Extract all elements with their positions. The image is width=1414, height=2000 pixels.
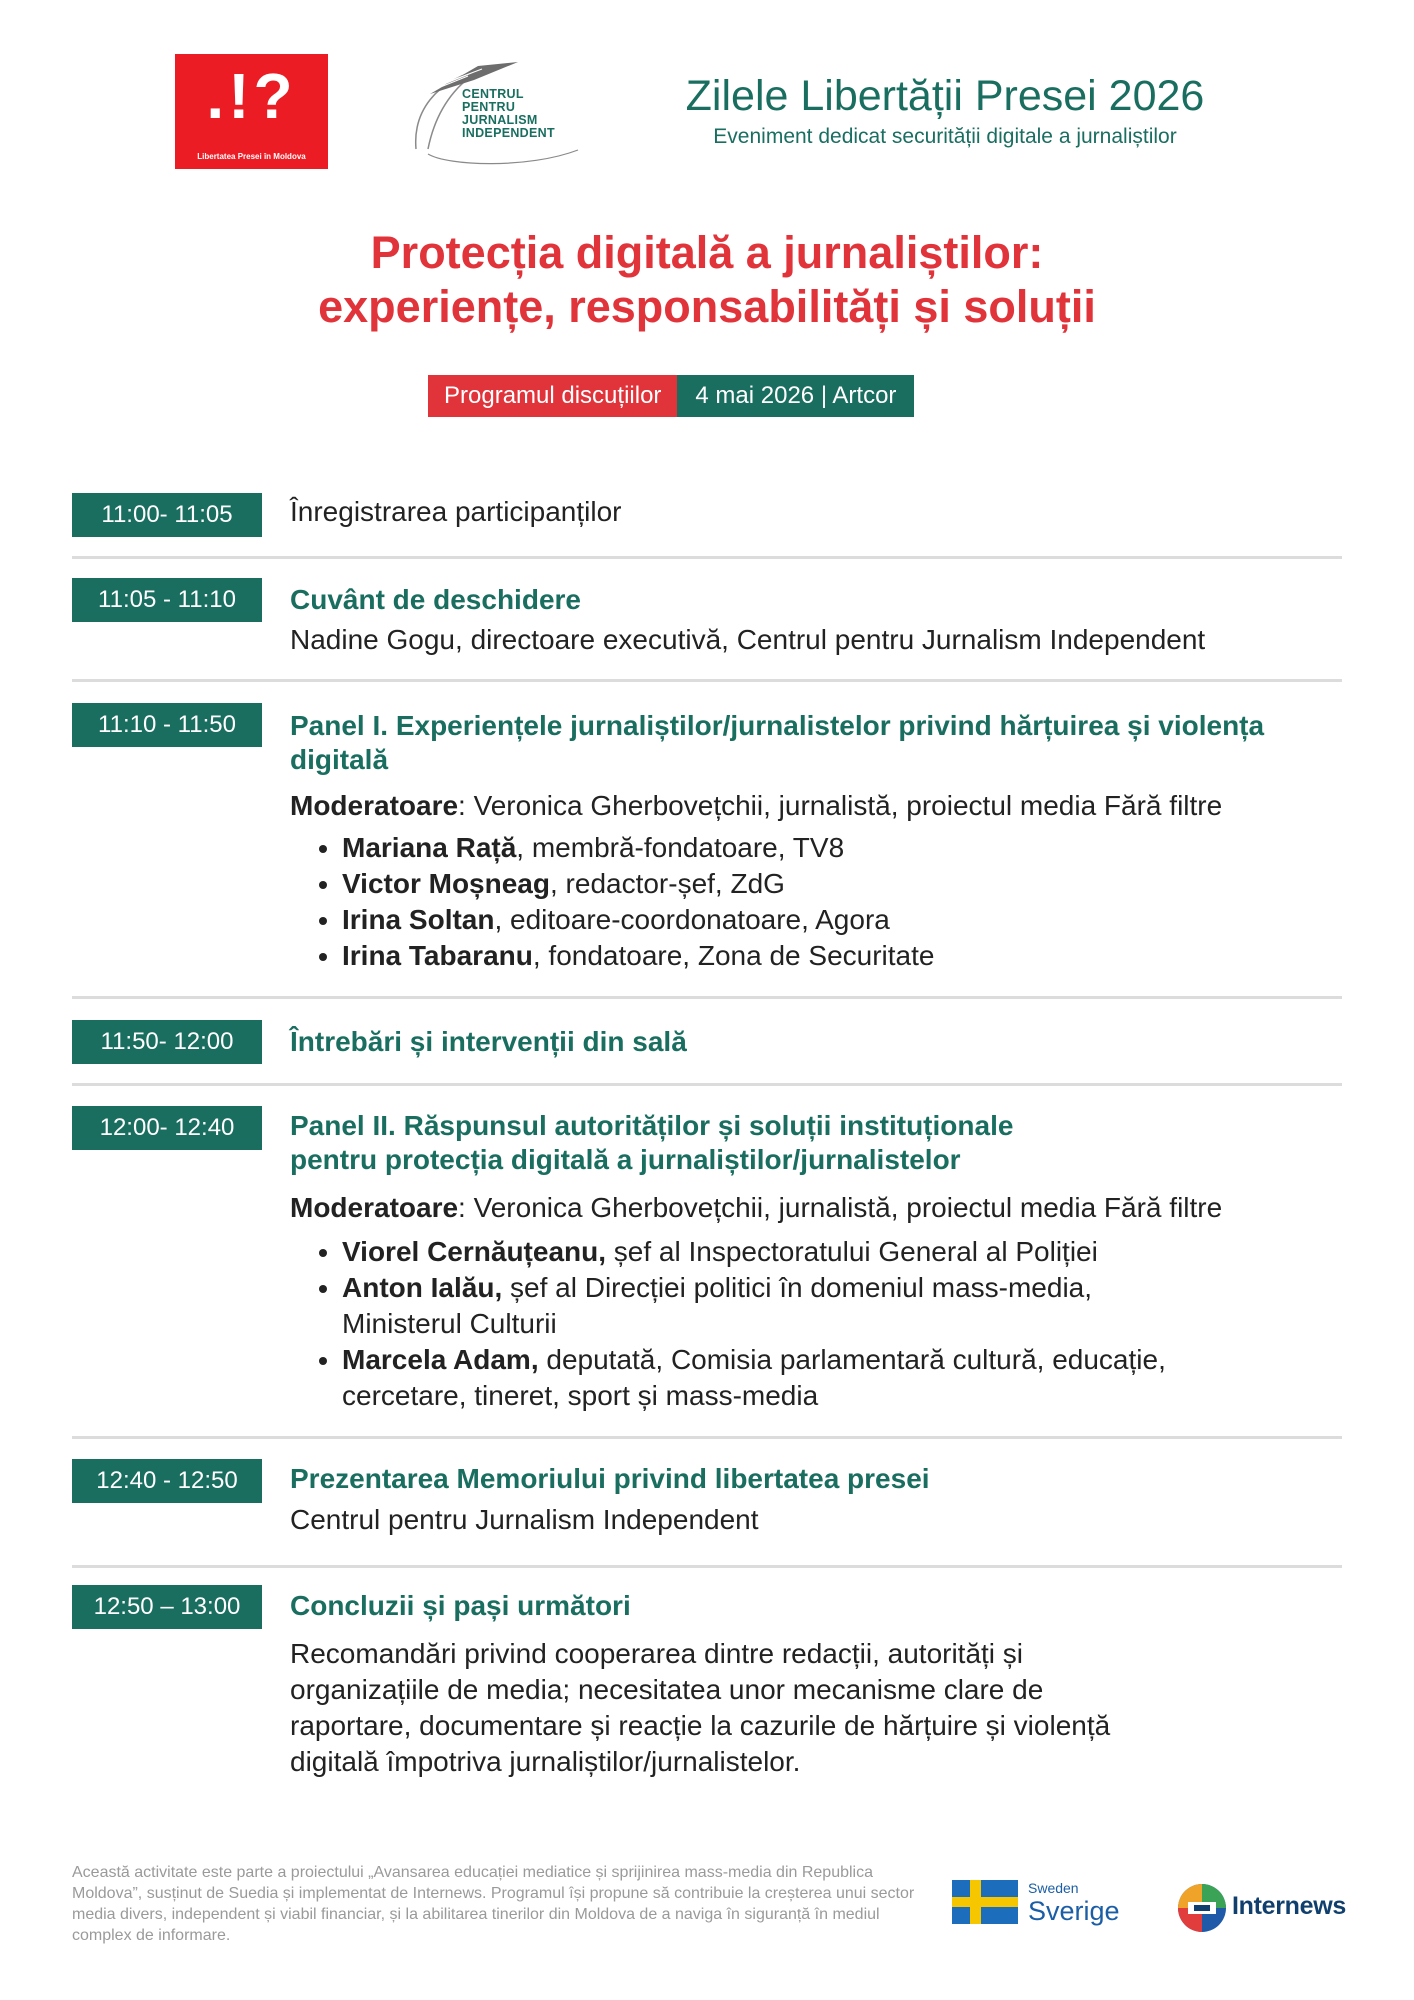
agenda-item-text: Nadine Gogu, directoare executivă, Centrul pentru Jurnalism Independent bbox=[290, 624, 1206, 655]
time-badge: 11:00- 11:05 bbox=[72, 493, 262, 537]
swedish-flag-icon bbox=[952, 1880, 1018, 1924]
speaker-role: deputată, Comisia parlamentară cultură, educație, cercetare, tineret, sport și mass-media bbox=[342, 1344, 1166, 1411]
speaker-name: Irina Soltan bbox=[342, 904, 495, 935]
speaker-role: , redactor-șef, ZdG bbox=[549, 868, 785, 899]
speaker-name: Marcela Adam, bbox=[342, 1344, 539, 1375]
sweden-logo bbox=[952, 1878, 1122, 1934]
time-badge: 11:50- 12:00 bbox=[72, 1020, 262, 1064]
speaker-name: Victor Moșneag bbox=[342, 868, 550, 899]
speaker-name: Viorel Cernăuțeanu, bbox=[342, 1236, 607, 1267]
speaker-role: șef al Direcției politici în domeniul mass-media, Ministerul Culturii bbox=[342, 1272, 1093, 1339]
agenda-title-line-2: pentru protecția digitală a jurnaliștilor/jurnalistelor bbox=[290, 1144, 961, 1175]
agenda-item-title: Întrebări și intervenții din sală bbox=[290, 1026, 687, 1057]
agenda-item-text: Recomandări privind cooperarea dintre redacții, autorități și organizațiile de media; necesitatea unor mecanisme clare de raportare, documentare și reacție la cazurile de hărțuire și violență digitală împotriva jurnaliștilor/jurnalistelor. bbox=[290, 1638, 1111, 1777]
speaker-role: , membră-fondatoare, TV8 bbox=[516, 832, 845, 863]
panel-speakers bbox=[290, 1234, 1202, 1414]
speaker-role: șef al Inspectoratului General al Poliției bbox=[606, 1236, 1098, 1267]
agenda-item-title bbox=[290, 1109, 1350, 1177]
divider bbox=[72, 679, 1342, 682]
main-title-line-1: Protecția digitală a jurnaliștilor: bbox=[370, 227, 1044, 278]
divider bbox=[72, 1436, 1342, 1439]
panel-speakers bbox=[290, 830, 1342, 974]
time-badge: 12:40 - 12:50 bbox=[72, 1459, 262, 1503]
divider bbox=[72, 556, 1342, 559]
moderator-label: Moderatoare bbox=[290, 790, 459, 821]
event-title: Zilele Libertății Presei 2026 bbox=[685, 72, 1205, 120]
event-subtitle: Eveniment dedicat securității digitale a jurnaliștilor bbox=[713, 125, 1177, 148]
program-badge bbox=[428, 375, 914, 417]
program-label: Programul discuțiilor bbox=[428, 375, 677, 417]
list-item bbox=[342, 938, 1342, 974]
cji-logo bbox=[408, 54, 588, 174]
list-item bbox=[342, 1270, 1202, 1342]
speaker-role: , editoare-coordonatoare, Agora bbox=[494, 904, 890, 935]
list-item bbox=[342, 830, 1342, 866]
speaker-name: Anton Ialău, bbox=[342, 1272, 503, 1303]
moderator-line bbox=[290, 1190, 1222, 1226]
time-badge: 11:10 - 11:50 bbox=[72, 703, 262, 747]
time-badge: 12:50 – 13:00 bbox=[72, 1585, 262, 1629]
lpm-logo bbox=[175, 54, 328, 169]
list-item bbox=[342, 1234, 1202, 1270]
footer-disclaimer: Această activitate este parte a proiectului „Avansarea educației mediatice și sprijinirea mass-media din Republica Moldova”, susținut de Suedia și implementat de Internews. Programul își propune să contribuie la creșterea unui sector media divers, independent și viabil financiar, și la abilitarea tinerilor din Moldova de a naviga în siguranță în mediul complex de informare. bbox=[72, 1864, 915, 1944]
internews-logo bbox=[1176, 1878, 1356, 1934]
agenda-item-title: Panel I. Experiențele jurnaliștilor/jurnalistelor privind hărțuirea și violența digitală bbox=[290, 710, 1265, 775]
internews-mark-icon bbox=[1176, 1882, 1228, 1934]
agenda-item-title: Prezentarea Memoriului privind libertatea presei bbox=[290, 1463, 930, 1494]
time-badge: 11:05 - 11:10 bbox=[72, 578, 262, 622]
sweden-label: Sweden bbox=[1028, 1880, 1079, 1896]
divider bbox=[72, 996, 1342, 999]
agenda-item-title: Concluzii și pași următori bbox=[290, 1590, 631, 1621]
speaker-name: Mariana Rață bbox=[342, 832, 517, 863]
cji-logo-text: CENTRUL PENTRU JURNALISM INDEPENDENT bbox=[462, 87, 555, 140]
agenda-item-title: Cuvânt de deschidere bbox=[290, 584, 581, 615]
list-item bbox=[342, 902, 1342, 938]
speaker-name: Irina Tabaranu bbox=[342, 940, 533, 971]
speaker-role: , fondatoare, Zona de Securitate bbox=[532, 940, 935, 971]
agenda-item-text: Centrul pentru Jurnalism Independent bbox=[290, 1504, 759, 1535]
date-place: 4 mai 2026 | Artcor bbox=[677, 375, 914, 417]
lpm-logo-caption: Libertatea Presei în Moldova bbox=[197, 152, 306, 161]
sverige-label: Sverige bbox=[1028, 1896, 1120, 1926]
moderator-line bbox=[290, 788, 1222, 824]
divider bbox=[72, 1083, 1342, 1086]
agenda-item-text: Înregistrarea participanților bbox=[290, 496, 622, 527]
divider bbox=[72, 1565, 1342, 1568]
agenda-title-line-1: Panel II. Răspunsul autorităților și soluții instituționale bbox=[290, 1110, 1014, 1141]
lpm-logo-marks: .!? bbox=[206, 60, 297, 132]
list-item bbox=[342, 1342, 1202, 1414]
internews-wordmark: Internews bbox=[1232, 1892, 1346, 1920]
main-title-line-2: experiențe, responsabilități și soluții bbox=[318, 281, 1096, 332]
moderator-label: Moderatoare bbox=[290, 1192, 459, 1223]
moderator-details: : Veronica Gherbovețchii, jurnalistă, proiectul media Fără filtre bbox=[458, 790, 1223, 821]
time-badge: 12:00- 12:40 bbox=[72, 1106, 262, 1150]
list-item bbox=[342, 866, 1342, 902]
moderator-details: : Veronica Gherbovețchii, jurnalistă, proiectul media Fără filtre bbox=[458, 1192, 1223, 1223]
main-title bbox=[100, 226, 1314, 334]
